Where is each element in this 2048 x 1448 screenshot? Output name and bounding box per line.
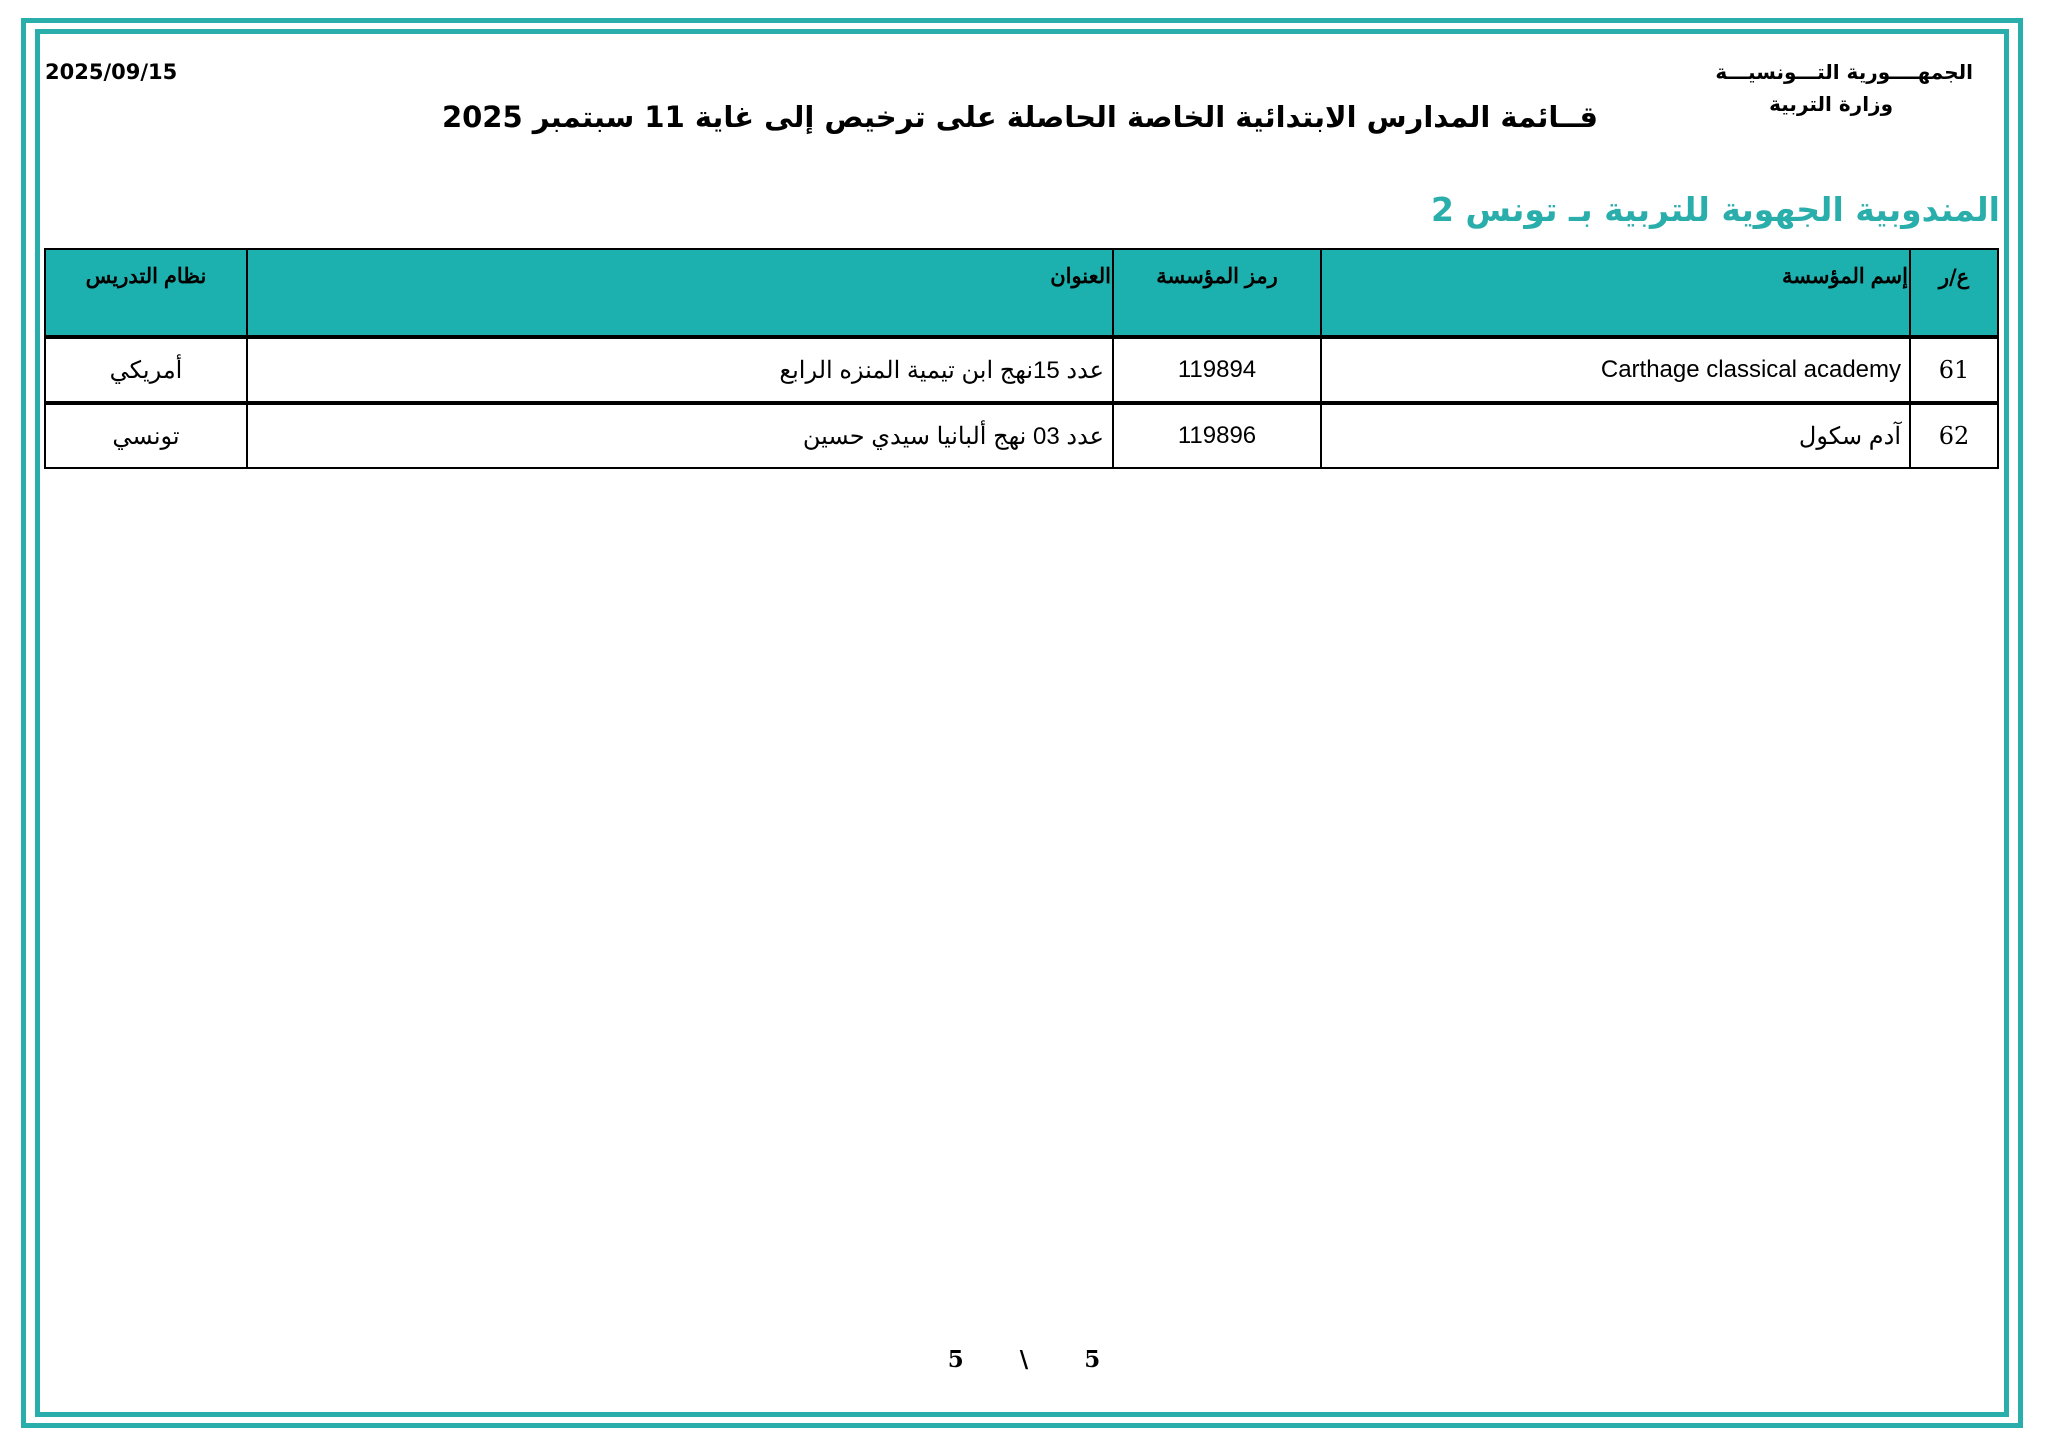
country-name: الجمهــــورية التـــونسيـــة [1715, 60, 1973, 84]
school-code: 119896 [1113, 403, 1321, 468]
teaching-system: تونسي [45, 403, 247, 468]
document-title: قــائمة المدارس الابتدائية الخاصة الحاصلة على ترخيص إلى غاية 11 سبتمبر 2025 [441, 100, 1599, 134]
table-row [45, 403, 1998, 468]
schools-table [44, 248, 1999, 469]
column-header-code: رمز المؤسسة [1113, 249, 1321, 337]
issuer-block [1673, 60, 1973, 116]
column-header-system: نظام التدريس [45, 249, 247, 337]
school-name: آدم سكول [1321, 403, 1910, 468]
page-current: 5 [947, 1346, 964, 1373]
column-header-name: إسم المؤسسة [1321, 249, 1910, 337]
page-number [0, 1346, 2048, 1373]
school-address: عدد 15نهج ابن تيمية المنزه الرابع [247, 337, 1113, 403]
table-header-row [45, 249, 1998, 337]
page-separator: \ [1019, 1346, 1029, 1373]
region-heading: المندوبية الجهوية للتربية بـ تونس 2 [1430, 190, 2000, 229]
column-header-address: العنوان [247, 249, 1113, 337]
school-address: عدد 03 نهج ألبانيا سيدي حسين [247, 403, 1113, 468]
page-total: 5 [1084, 1346, 1101, 1373]
row-number: 62 [1910, 403, 1998, 468]
table-row [45, 337, 1998, 403]
teaching-system: أمريكي [45, 337, 247, 403]
ministry-name: وزارة التربية [1769, 92, 1893, 116]
column-header-number: ع/ر [1910, 249, 1998, 337]
row-number: 61 [1910, 337, 1998, 403]
school-code: 119894 [1113, 337, 1321, 403]
document-date: 2025/09/15 [45, 60, 178, 84]
school-name: Carthage classical academy [1321, 337, 1910, 403]
page-border-inner [35, 29, 2009, 1417]
